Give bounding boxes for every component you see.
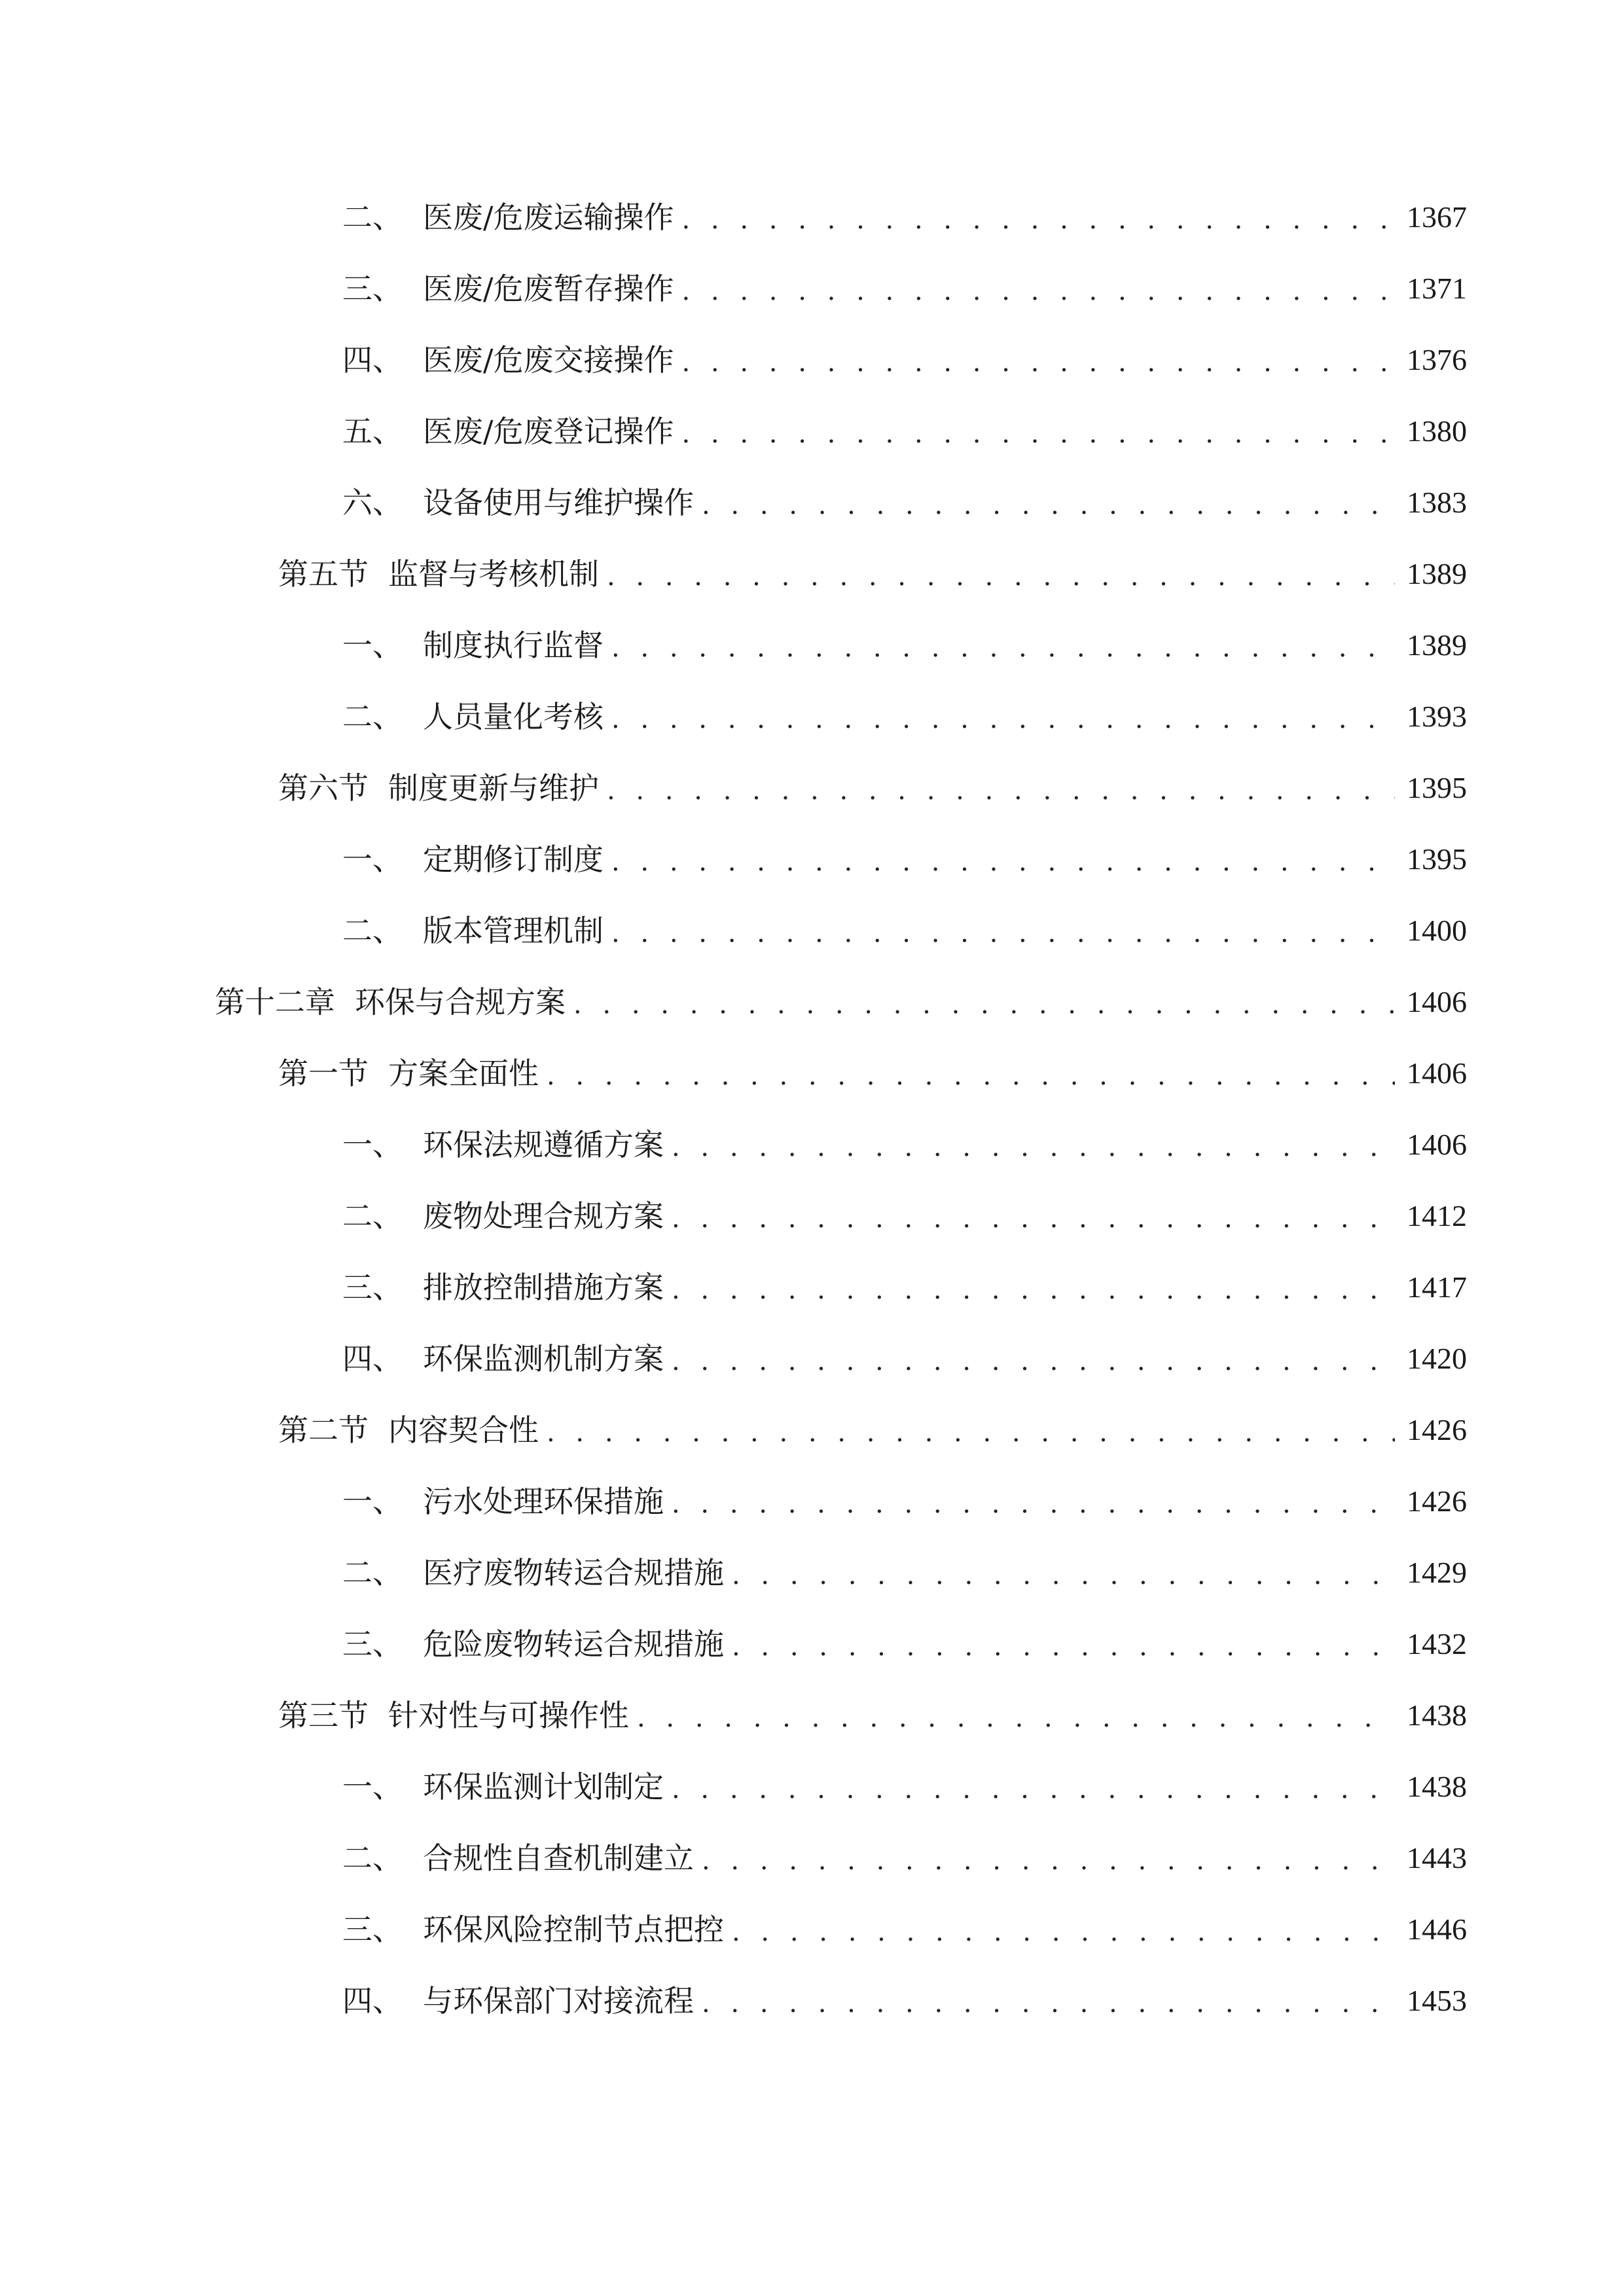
toc-entry-number: 第十二章 — [215, 984, 335, 1020]
toc-dot-leader — [607, 553, 1395, 600]
toc-dot-leader — [672, 1266, 1395, 1314]
toc-entry-number: 二、 — [342, 1840, 403, 1876]
toc-entry[interactable] — [342, 1906, 1467, 1953]
toc-dot-leader — [702, 1980, 1395, 2027]
toc-entry-section[interactable] — [278, 1407, 1467, 1454]
toc-entry[interactable] — [342, 1621, 1467, 1668]
toc-dot-leader — [611, 696, 1395, 743]
toc-page-number: 1446 — [1407, 1912, 1467, 1946]
toc-entry-title: 与环保部门对接流程 — [423, 1983, 694, 2018]
toc-dot-leader — [672, 1766, 1395, 1813]
toc-entry-title: 环保监测计划制定 — [423, 1769, 664, 1804]
toc-entry-number: 五、 — [342, 414, 403, 449]
toc-entry-number: 三、 — [342, 1912, 403, 1947]
toc-entry-title: 废物处理合规方案 — [423, 1198, 664, 1234]
toc-dot-leader — [682, 339, 1396, 386]
toc-entry-title: 人员量化考核 — [423, 699, 604, 734]
toc-entry-number: 一、 — [342, 842, 403, 877]
toc-entry[interactable] — [342, 194, 1467, 241]
toc-dot-leader — [732, 1623, 1395, 1670]
toc-entry[interactable] — [342, 693, 1467, 740]
toc-entry-title: 环保风险控制节点把控 — [423, 1912, 724, 1947]
toc-entry-number: 一、 — [342, 628, 403, 663]
toc-dot-leader — [682, 196, 1396, 243]
toc-entry-number: 四、 — [342, 342, 403, 378]
toc-page-number: 1438 — [1407, 1770, 1467, 1803]
toc-dot-leader — [547, 1052, 1395, 1100]
toc-dot-leader — [547, 1409, 1395, 1456]
toc-entry-section[interactable] — [278, 550, 1467, 598]
toc-dot-leader — [611, 838, 1395, 886]
toc-dot-leader — [672, 1195, 1395, 1242]
toc-entry-number: 二、 — [342, 913, 403, 948]
toc-entry-title: 版本管理机制 — [423, 913, 604, 948]
toc-entry-title: 方案全面性 — [388, 1056, 539, 1091]
toc-entry-number: 一、 — [342, 1127, 403, 1162]
toc-entry-number: 第二节 — [278, 1412, 369, 1448]
toc-entry-number: 第五节 — [278, 556, 369, 592]
toc-entry-number: 二、 — [342, 699, 403, 734]
toc-page-number: 1380 — [1407, 414, 1467, 448]
toc-entry-section[interactable] — [278, 764, 1467, 812]
toc-dot-leader — [682, 268, 1396, 315]
toc-entry-number: 二、 — [342, 1555, 403, 1590]
toc-entry-title: 医废/危废交接操作 — [423, 342, 674, 378]
toc-entry-title: 危险废物转运合规措施 — [423, 1626, 724, 1662]
toc-entry-number: 一、 — [342, 1769, 403, 1804]
toc-entry[interactable] — [342, 1121, 1467, 1168]
toc-dot-leader — [637, 1695, 1395, 1742]
toc-entry[interactable] — [342, 907, 1467, 954]
toc-page-number: 1371 — [1407, 272, 1467, 305]
toc-page-number: 1406 — [1407, 1056, 1467, 1090]
toc-page-number: 1420 — [1407, 1342, 1467, 1375]
toc-page-number: 1406 — [1407, 1128, 1467, 1161]
toc-dot-leader — [607, 767, 1395, 814]
toc-entry-number: 一、 — [342, 1484, 403, 1519]
toc-page-number: 1389 — [1407, 628, 1467, 662]
toc-entry-number: 三、 — [342, 1626, 403, 1662]
toc-entry[interactable] — [342, 1478, 1467, 1525]
toc-dot-leader — [611, 624, 1395, 672]
toc-entry-number: 第一节 — [278, 1056, 369, 1091]
toc-entry-title: 环保法规遵循方案 — [423, 1127, 664, 1162]
toc-entry-title: 医疗废物转运合规措施 — [423, 1555, 724, 1590]
toc-entry-title: 排放控制措施方案 — [423, 1270, 664, 1305]
toc-entry-title: 定期修订制度 — [423, 842, 604, 877]
toc-entry-section[interactable] — [278, 1692, 1467, 1739]
toc-dot-leader — [702, 482, 1395, 529]
toc-entry-title: 医废/危废暂存操作 — [423, 271, 674, 306]
toc-entry-chapter[interactable] — [215, 978, 1467, 1026]
toc-entry-number: 六、 — [342, 485, 403, 520]
toc-entry-title: 制度执行监督 — [423, 628, 604, 663]
toc-entry-number: 二、 — [342, 1198, 403, 1234]
toc-entry-number: 二、 — [342, 200, 403, 235]
toc-page-number: 1412 — [1407, 1199, 1467, 1232]
toc-entry-title: 医废/危废运输操作 — [423, 200, 674, 235]
toc-dot-leader — [682, 410, 1396, 457]
toc-page-number: 1395 — [1407, 842, 1467, 876]
toc-entry-title: 设备使用与维护操作 — [423, 485, 694, 520]
toc-entry[interactable] — [342, 1335, 1467, 1382]
toc-dot-leader — [611, 910, 1395, 957]
toc-page-number: 1376 — [1407, 343, 1467, 376]
toc-entry-number: 四、 — [342, 1983, 403, 2018]
toc-page-number: 1400 — [1407, 914, 1467, 947]
toc-entry[interactable] — [342, 265, 1467, 312]
toc-entry-title: 环保与合规方案 — [355, 984, 566, 1020]
toc-dot-leader — [702, 1837, 1395, 1884]
toc-dot-leader — [732, 1552, 1395, 1599]
toc-entry[interactable] — [342, 836, 1467, 883]
toc-page-number: 1417 — [1407, 1270, 1467, 1304]
toc-entry[interactable] — [342, 622, 1467, 669]
toc-entry[interactable] — [342, 479, 1467, 526]
toc-entry-title: 污水处理环保措施 — [423, 1484, 664, 1519]
toc-dot-leader — [672, 1480, 1395, 1528]
toc-page-number: 1429 — [1407, 1556, 1467, 1589]
toc-dot-leader — [573, 981, 1395, 1028]
toc-entry[interactable] — [342, 1763, 1467, 1810]
toc-entry-title: 监督与考核机制 — [388, 556, 599, 592]
toc-entry-title: 医废/危废登记操作 — [423, 414, 674, 449]
toc-entry-title: 合规性自查机制建立 — [423, 1840, 694, 1876]
toc-page-number: 1426 — [1407, 1413, 1467, 1446]
toc-entry[interactable] — [342, 408, 1467, 455]
toc-page-number: 1406 — [1407, 985, 1467, 1018]
toc-entry[interactable] — [342, 336, 1467, 384]
toc-entry[interactable] — [342, 1977, 1467, 2024]
toc-entry-title: 环保监测机制方案 — [423, 1341, 664, 1376]
toc-entry[interactable] — [342, 1193, 1467, 1240]
toc-page-number: 1393 — [1407, 700, 1467, 733]
toc-page-number: 1443 — [1407, 1841, 1467, 1874]
toc-dot-leader — [672, 1338, 1395, 1385]
toc-entry[interactable] — [342, 1549, 1467, 1596]
toc-page-number: 1426 — [1407, 1484, 1467, 1518]
toc-entry-title: 内容契合性 — [388, 1412, 539, 1448]
toc-entry[interactable] — [342, 1264, 1467, 1311]
toc-entry-number: 三、 — [342, 1270, 403, 1305]
toc-entry-section[interactable] — [278, 1050, 1467, 1097]
toc-page-number: 1438 — [1407, 1698, 1467, 1732]
toc-page-number: 1395 — [1407, 771, 1467, 804]
toc-page-number: 1367 — [1407, 200, 1467, 234]
toc-entry-number: 第三节 — [278, 1698, 369, 1733]
toc-entry-title: 针对性与可操作性 — [388, 1698, 629, 1733]
toc-entry-number: 第六节 — [278, 770, 369, 806]
toc-page-number: 1389 — [1407, 557, 1467, 590]
toc-entry-title: 制度更新与维护 — [388, 770, 599, 806]
toc-dot-leader — [672, 1124, 1395, 1171]
toc-entry-number: 三、 — [342, 271, 403, 306]
toc-dot-leader — [732, 1909, 1395, 1956]
toc-entry[interactable] — [342, 1835, 1467, 1882]
toc-entry-number: 四、 — [342, 1341, 403, 1376]
toc-page-number: 1383 — [1407, 486, 1467, 519]
toc-page-number: 1453 — [1407, 1984, 1467, 2017]
toc-page-number: 1432 — [1407, 1627, 1467, 1660]
